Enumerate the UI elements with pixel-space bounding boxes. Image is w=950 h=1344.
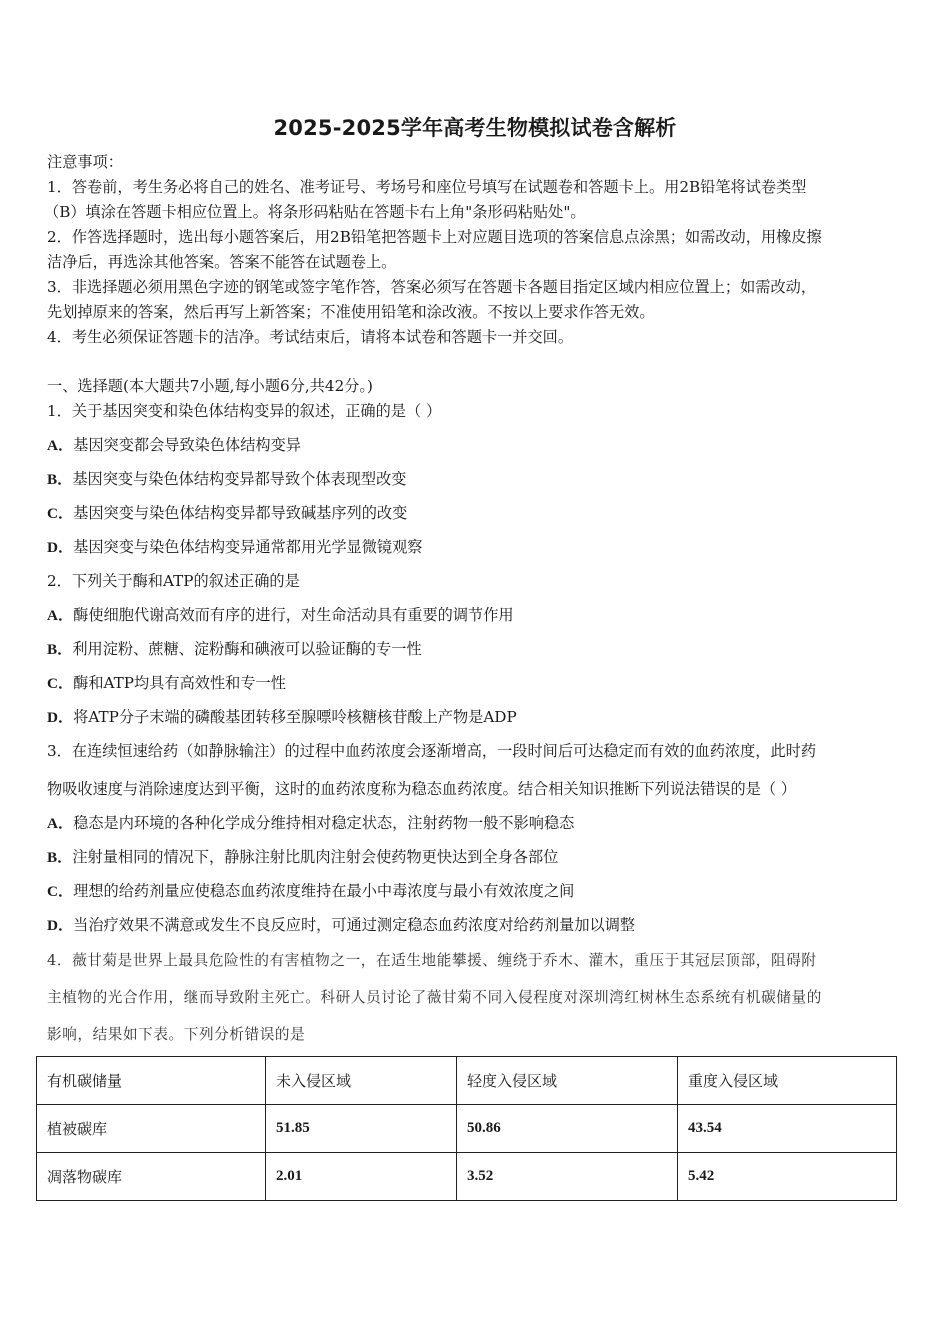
table-cell: 2.01 (266, 1153, 457, 1201)
option-text: 酶使细胞代谢高效而有序的进行，对生命活动具有重要的调节作用 (73, 606, 514, 624)
question-1-option-a (47, 435, 301, 456)
question-1-stem: 1．关于基因突变和染色体结构变异的叙述，正确的是（ ） (47, 402, 442, 420)
option-text: 基因突变都会导致染色体结构变异 (73, 436, 301, 454)
table-header-cell: 有机碳储量 (37, 1057, 266, 1105)
option-text: 利用淀粉、蔗糖、淀粉酶和碘液可以验证酶的专一性 (72, 640, 422, 658)
notice-line: 1．答卷前，考生务必将自己的姓名、准考证号、考场号和座位号填写在试题卷和答题卡上。用2B铅笔将试卷类型 (47, 178, 807, 196)
option-label: C． (47, 675, 74, 692)
question-1-option-c (47, 503, 407, 524)
option-text: 将ATP分子末端的磷酸基团转移至腺嘌呤核糖核苷酸上产物是ADP (73, 708, 517, 726)
page-title: 2025-2025学年高考生物模拟试卷含解析 (273, 116, 677, 140)
notice-heading: 注意事项： (47, 153, 123, 171)
option-text: 酶和ATP均具有高效性和专一性 (73, 674, 286, 692)
option-text: 基因突变与染色体结构变异通常都用光学显微镜观察 (73, 538, 423, 556)
option-label: A． (47, 607, 74, 624)
option-label: C． (47, 883, 74, 900)
table-row (37, 1105, 897, 1153)
question-4-stem: 4．薇甘菊是世界上最具危险性的有害植物之一，在适生地能攀援、缠绕于乔木、灌木，重压于其冠层顶部，阻碍附 (47, 952, 817, 969)
question-1-option-b (47, 469, 406, 490)
table-cell: 凋落物碳库 (37, 1153, 266, 1201)
question-2-option-d (47, 707, 517, 728)
table-header-row (37, 1057, 897, 1105)
question-3-option-b (47, 847, 558, 868)
table-cell: 43.54 (678, 1105, 897, 1153)
option-label: A． (47, 815, 74, 832)
question-3-option-d (47, 915, 635, 936)
table-cell: 50.86 (457, 1105, 678, 1153)
notice-line: 先划掉原来的答案，然后再写上新答案；不准使用铅笔和涂改液。不按以上要求作答无效。 (47, 303, 655, 321)
option-text: 基因突变与染色体结构变异都导致碱基序列的改变 (73, 504, 408, 522)
question-2-stem: 2．下列关于酶和ATP的叙述正确的是 (47, 572, 300, 590)
question-2-option-c (47, 673, 286, 694)
option-text: 基因突变与染色体结构变异都导致个体表现型改变 (72, 470, 407, 488)
table-cell: 5.42 (678, 1153, 897, 1201)
table-header-cell: 未入侵区域 (266, 1057, 457, 1105)
option-text: 理想的给药剂量应使稳态血药浓度维持在最小中毒浓度与最小有效浓度之间 (73, 882, 575, 900)
notice-line: 4．考生必须保证答题卡的洁净。考试结束后，请将本试卷和答题卡一并交回。 (47, 328, 574, 346)
table-header-cell: 重度入侵区域 (678, 1057, 897, 1105)
option-text: 稳态是内环境的各种化学成分维持相对稳定状态，注射药物一般不影响稳态 (73, 814, 575, 832)
option-label: D． (47, 917, 74, 934)
question-1-option-d (47, 537, 422, 558)
question-4-stem-cont: 影响，结果如下表。下列分析错误的是 (47, 1026, 306, 1043)
option-label: B． (47, 471, 73, 488)
option-label: D． (47, 709, 74, 726)
carbon-storage-table (36, 1056, 897, 1201)
notice-line: （B）填涂在答题卡相应位置上。将条形码粘贴在答题卡右上角"条形码粘贴处"。 (44, 203, 586, 221)
question-2-option-b (47, 639, 422, 660)
option-label: C． (47, 505, 74, 522)
table-row (37, 1153, 897, 1201)
table-cell: 51.85 (266, 1105, 457, 1153)
option-label: A． (47, 437, 74, 454)
table-header-cell: 轻度入侵区域 (457, 1057, 678, 1105)
question-3-option-a (47, 813, 574, 834)
option-text: 当治疗效果不满意或发生不良反应时，可通过测定稳态血药浓度对给药剂量加以调整 (73, 916, 636, 934)
notice-line: 2．作答选择题时，选出每小题答案后，用2B铅笔把答题卡上对应题目选项的答案信息点涂黑；如需改动，用橡皮擦 (47, 228, 822, 246)
question-4-stem-cont: 主植物的光合作用，继而导致附主死亡。科研人员讨论了薇甘菊不同入侵程度对深圳湾红树林生态系统有机碳储量的 (47, 989, 822, 1006)
notice-line: 洁净后，再选涂其他答案。答案不能答在试题卷上。 (47, 253, 397, 271)
option-label: D． (47, 539, 74, 556)
section-heading: 一、选择题(本大题共7小题,每小题6分,共42分。) (47, 377, 373, 395)
question-3-stem-cont: 物吸收速度与消除速度达到平衡，这时的血药浓度称为稳态血药浓度。结合相关知识推断下列说法错误的是（ ） (47, 780, 797, 798)
table-cell: 3.52 (457, 1153, 678, 1201)
option-label: B． (47, 849, 73, 866)
option-label: B． (47, 641, 73, 658)
question-3-stem: 3．在连续恒速给药（如静脉输注）的过程中血药浓度会逐渐增高，一段时间后可达稳定而有效的血药浓度，此时药 (47, 742, 817, 760)
option-text: 注射量相同的情况下，静脉注射比肌肉注射会使药物更快达到全身各部位 (72, 848, 559, 866)
notice-line: 3．非选择题必须用黑色字迹的钢笔或签字笔作答，答案必须写在答题卡各题目指定区域内相应位置上；如需改动， (47, 278, 817, 296)
question-2-option-a (47, 605, 514, 626)
table-cell: 植被碳库 (37, 1105, 266, 1153)
question-3-option-c (47, 881, 574, 902)
